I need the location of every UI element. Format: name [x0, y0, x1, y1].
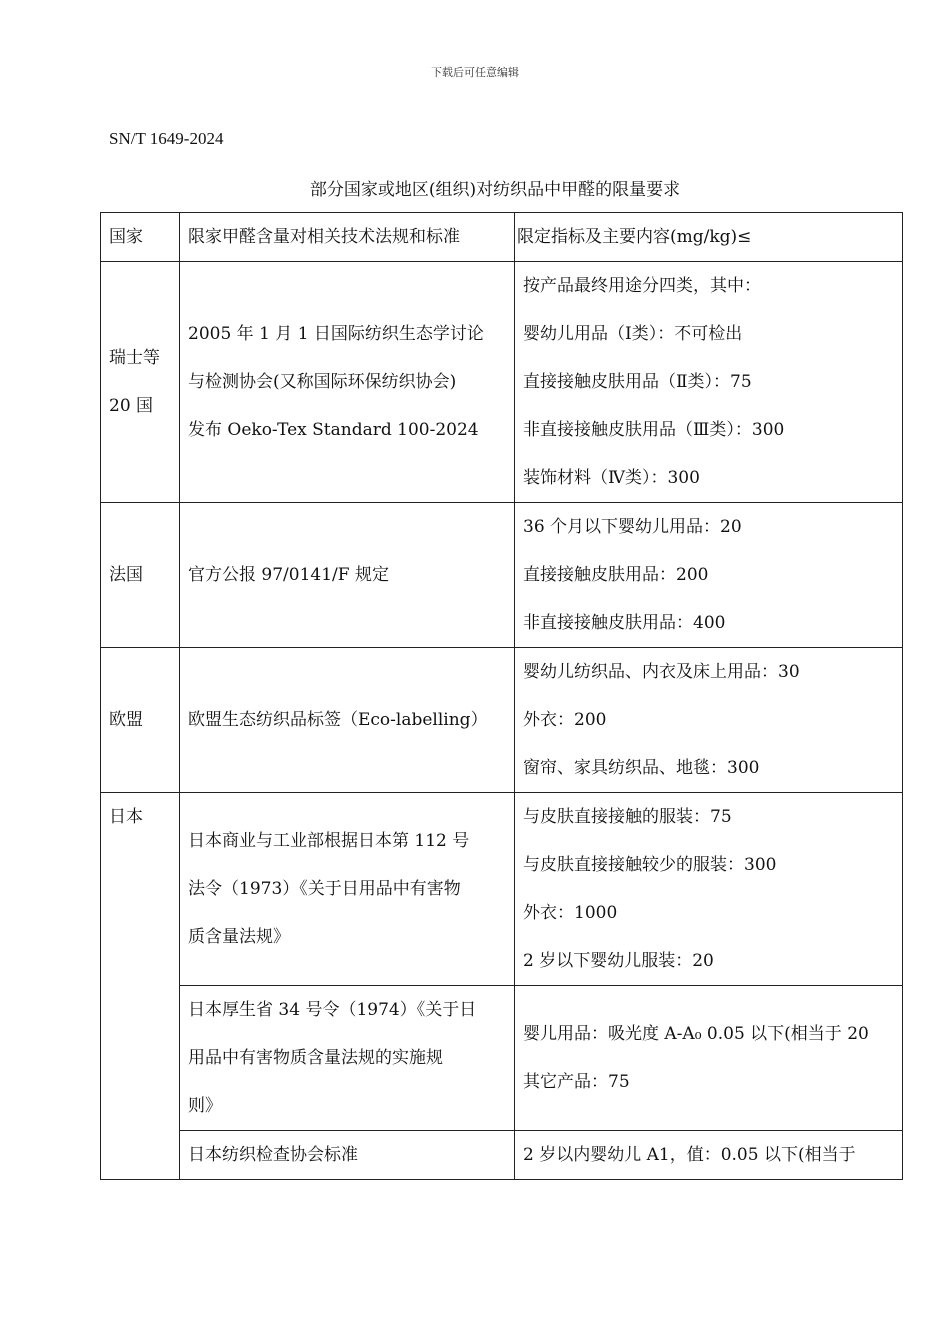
standard-line: 用品中有害物质含量法规的实施规: [188, 1048, 443, 1068]
standard-line: 日本商业与工业部根据日本第 112 号: [188, 831, 470, 851]
standard-cell: [180, 986, 515, 1131]
header-standard: 限家甲醛含量对相关技术法规和标准: [180, 213, 515, 262]
limit-line: 与皮肤直接接触的服装：75: [523, 807, 732, 827]
limit-line: 非直接接触皮肤用品：400: [523, 613, 726, 633]
table-row-france: [101, 503, 903, 648]
country-cell: 欧盟: [101, 648, 180, 793]
limits-cell: [515, 503, 903, 648]
table-row-japan-1: [101, 793, 903, 986]
standard-line: 2005 年 1 月 1 日国际纺织生态学讨论: [188, 324, 484, 344]
limit-line: 窗帘、家具纺织品、地毯：300: [523, 758, 760, 778]
table-row-eu: [101, 648, 903, 793]
limit-line: 非直接接触皮肤用品（Ⅲ类）：300: [523, 420, 785, 440]
standard-cell: 日本纺织检查协会标准: [180, 1131, 515, 1180]
country-line: 瑞士等: [109, 348, 160, 368]
standard-cell: 官方公报 97/0141/F 规定: [180, 503, 515, 648]
limit-line: 其它产品：75: [523, 1072, 630, 1092]
table-row-japan-2: [101, 986, 903, 1131]
table-row-japan-3: [101, 1131, 903, 1180]
header-limits: 限定指标及主要内容(mg/kg)≤: [515, 213, 903, 262]
limit-line: 外衣：1000: [523, 903, 618, 923]
limit-line: 婴幼儿用品（Ⅰ类）：不可检出: [523, 324, 743, 344]
country-cell: 法国: [101, 503, 180, 648]
standard-line: 质含量法规》: [188, 927, 290, 947]
limit-line: 婴幼儿纺织品、内衣及床上用品：30: [523, 662, 800, 682]
limit-line: 直接接触皮肤用品（Ⅱ类）：75: [523, 372, 752, 392]
limit-line: 婴儿用品：吸光度 A-A₀ 0.05 以下(相当于 20: [523, 1024, 869, 1044]
limit-line: 按产品最终用途分四类，其中：: [523, 276, 761, 296]
limits-cell: [515, 262, 903, 503]
standard-line: 则》: [188, 1096, 222, 1116]
standard-cell: 欧盟生态纺织品标签（Eco-labelling）: [180, 648, 515, 793]
formaldehyde-limits-table: [100, 212, 903, 1180]
limit-line: 2 岁以内婴幼儿 A1，值：0.05 以下(相当于: [523, 1145, 856, 1165]
header-note: 下载后可任意编辑: [431, 66, 519, 79]
limit-line: 与皮肤直接接触较少的服装：300: [523, 855, 777, 875]
limit-line: 直接接触皮肤用品：200: [523, 565, 709, 585]
standard-cell: [180, 793, 515, 986]
table-row-swiss: [101, 262, 903, 503]
limit-line: 装饰材料（Ⅳ类）：300: [523, 468, 700, 488]
header-country: 国家: [101, 213, 180, 262]
table-header-row: [101, 213, 903, 262]
limits-cell: [515, 986, 903, 1131]
standard-line: 与检测协会(又称国际环保纺织协会): [188, 372, 457, 392]
standard-line: 法令（1973）《关于日用品中有害物: [188, 879, 461, 899]
limit-line: 2 岁以下婴幼儿服装：20: [523, 951, 714, 971]
standard-line: 发布 Oeko-Tex Standard 100-2024: [188, 420, 479, 440]
table-title: 部分国家或地区(组织)对纺织品中甲醛的限量要求: [309, 180, 681, 200]
document-code: SN/T 1649-2024: [109, 129, 224, 148]
limit-line: 外衣：200: [523, 710, 607, 730]
country-cell: 日本: [101, 793, 180, 1180]
standard-cell: [180, 262, 515, 503]
country-cell: [101, 262, 180, 503]
limit-line: 36 个月以下婴幼儿用品：20: [523, 517, 742, 537]
limits-cell: [515, 793, 903, 986]
country-line: 20 国: [109, 396, 154, 416]
limits-cell: [515, 648, 903, 793]
standard-line: 日本厚生省 34 号令（1974）《关于日: [188, 1000, 477, 1020]
limits-cell: [515, 1131, 903, 1180]
